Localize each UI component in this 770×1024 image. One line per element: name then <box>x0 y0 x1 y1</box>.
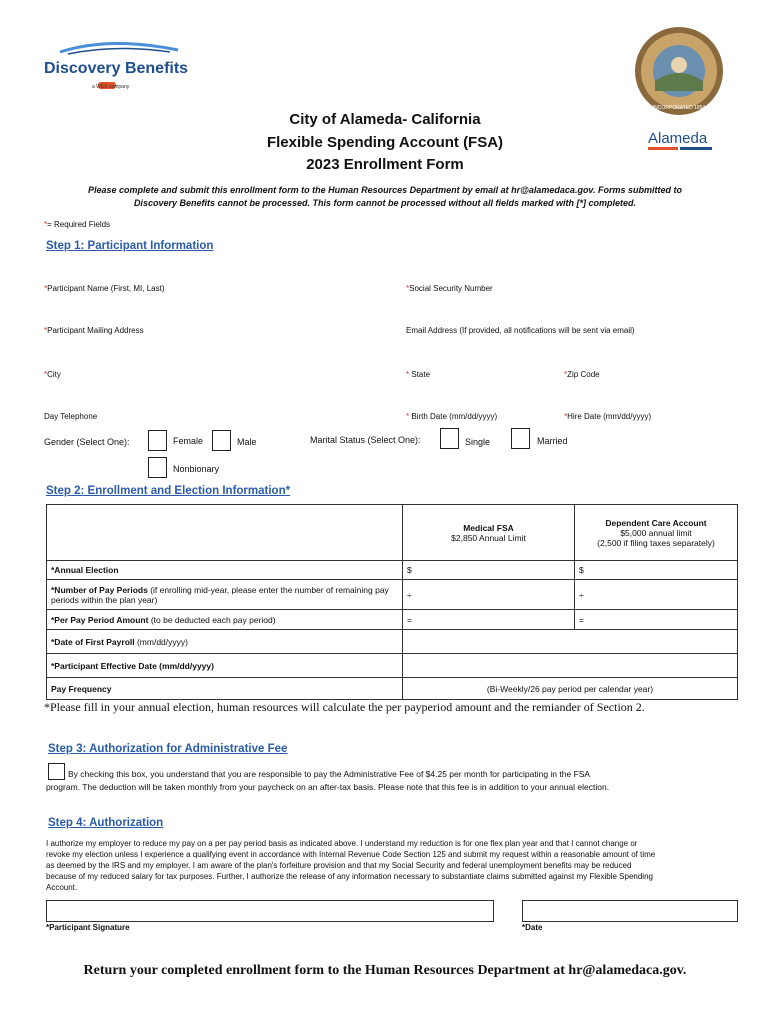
required-note-text: = Required Fields <box>47 220 111 229</box>
title-city: City of Alameda- California <box>289 111 481 128</box>
title-fsa: Flexible Spending Account (FSA) <box>266 134 504 151</box>
row-label: *Number of Pay Periods <box>51 584 148 595</box>
hire-date-field[interactable] <box>564 412 651 421</box>
participant-name-label: Participant Name (First, MI, Last) <box>47 284 165 293</box>
row-label: *Participant Effective Date (mm/dd/yyyy) <box>51 660 214 671</box>
req-mark: * <box>406 370 410 379</box>
req-mark: * <box>44 326 48 335</box>
step2-heading-asterisk: * <box>285 485 291 497</box>
seal-text: INCORPORATED 1854 <box>652 105 706 111</box>
dependent-care-note: (2,500 if filing taxes separately) <box>597 537 715 548</box>
req-mark: * <box>44 284 48 293</box>
female-checkbox[interactable] <box>148 430 167 451</box>
city-seal <box>633 25 725 117</box>
req-mark: * <box>44 370 48 379</box>
gender-label: Gender (Select One): <box>44 437 130 447</box>
participant-name-field[interactable] <box>44 284 164 293</box>
intro-text <box>40 184 730 210</box>
auth-line3: as deemed by the IRS and my employer. I am aware of the plan's forfeiture provision and that my Social Security and federal unemployment benefits may be reduced <box>46 861 632 870</box>
mailing-address-label: Participant Mailing Address <box>47 326 144 335</box>
intro-line1: Please complete and submit this enrollment form to the Human Resources Department by email at hr@alamedaca.gov. Forms submitted to <box>88 185 682 195</box>
medical-fsa-header <box>403 505 575 561</box>
medical-pay-periods-input[interactable]: ÷ <box>403 580 575 610</box>
day-telephone-field[interactable]: Day Telephone <box>44 412 98 421</box>
row-label: *Date of First Payroll <box>51 636 135 647</box>
footer-instruction: Return your completed enrollment form to the Human Resources Department at hr@alamedaca.gov. <box>83 963 687 978</box>
pay-periods-label <box>47 580 403 610</box>
married-label: Married <box>537 436 568 446</box>
effective-date-input[interactable] <box>403 654 738 678</box>
annual-election-label <box>47 561 403 580</box>
medical-per-pay-period-input[interactable]: = <box>403 610 575 630</box>
ssn-field[interactable] <box>406 284 493 293</box>
mailing-address-field[interactable] <box>44 326 144 335</box>
signature-input[interactable] <box>46 900 494 922</box>
req-mark: * <box>564 412 568 421</box>
hire-date-label: Hire Date (mm/dd/yyyy) <box>567 412 652 421</box>
medical-fsa-limit: $2,850 Annual Limit <box>451 532 526 543</box>
table-row <box>47 610 738 630</box>
zip-field[interactable] <box>564 370 600 379</box>
state-field[interactable] <box>406 370 430 379</box>
medical-annual-election-input[interactable]: $ <box>403 561 575 580</box>
admin-fee-line1: By checking this box, you understand that you are responsible to pay the Administrative Fee of $4.25 per month for participating in the FSA <box>68 769 591 779</box>
table-row <box>47 678 738 700</box>
row-label: *Per Pay Period Amount <box>51 614 149 625</box>
step2-heading <box>46 485 290 497</box>
marital-status-label: Marital Status (Select One): <box>310 435 421 445</box>
step3-heading: Step 3: Authorization for Administrative Fee <box>48 743 288 755</box>
table-row <box>47 580 738 610</box>
state-label: State <box>411 370 431 379</box>
authorization-text <box>46 838 746 893</box>
birth-date-field[interactable] <box>406 412 497 421</box>
required-asterisk: * <box>44 220 48 229</box>
auth-line2: revoke my election unless I experience a qualifying event in accordance with Internal Revenue Code Section 125 and submit my request within a reasonable amount of time <box>46 850 656 859</box>
auth-line4: because of my reduced salary for tax purposes. Further, I authorize the release of any information necessary to substantiate claims submitted against my Flexible Spending <box>46 872 653 881</box>
male-label: Male <box>237 437 257 447</box>
step4-heading: Step 4: Authorization <box>48 817 164 829</box>
required-fields-note <box>44 220 110 229</box>
dependent-per-pay-period-input[interactable]: = <box>575 610 738 630</box>
table-row <box>47 654 738 678</box>
ssn-label: Social Security Number <box>409 284 493 293</box>
city-label: City <box>47 370 61 379</box>
req-mark: * <box>564 370 568 379</box>
dependent-care-limit: $5,000 annual limit <box>620 527 692 538</box>
single-label: Single <box>465 437 491 447</box>
dependent-pay-periods-input[interactable]: ÷ <box>575 580 738 610</box>
table-header-row <box>47 505 738 561</box>
req-mark: * <box>406 412 410 421</box>
row-label: Pay Frequency <box>51 683 112 694</box>
medical-fsa-title: Medical FSA <box>463 522 514 533</box>
city-field[interactable] <box>44 370 61 379</box>
effective-date-label <box>47 654 403 678</box>
logo-text: Discovery Benefits <box>44 60 189 77</box>
dependent-care-title: Dependent Care Account <box>605 517 707 528</box>
zip-label: Zip Code <box>567 370 600 379</box>
auth-line5: Account. <box>46 883 78 892</box>
first-payroll-input[interactable] <box>403 630 738 654</box>
dependent-care-header <box>575 505 738 561</box>
row-label-rest: (to be deducted each pay period) <box>148 614 276 625</box>
male-checkbox[interactable] <box>212 430 231 451</box>
nonbinary-checkbox[interactable] <box>148 457 167 478</box>
single-checkbox[interactable] <box>440 428 459 449</box>
table-header-blank <box>47 505 403 561</box>
row-label-rest: (if enrolling mid-year, please enter the number of remaining pay periods within the plan year) <box>51 584 389 605</box>
pay-frequency-label <box>47 678 403 700</box>
table-row <box>47 630 738 654</box>
admin-fee-text <box>46 768 746 794</box>
per-pay-period-label <box>47 610 403 630</box>
step1-heading: Step 1: Participant Information <box>46 240 214 252</box>
election-table <box>46 504 738 700</box>
pay-frequency-value: (Bi-Weekly/26 pay period per calendar year) <box>403 678 738 700</box>
admin-fee-line2: program. The deduction will be taken monthly from your paycheck on an after-tax basis. Please note that this fee is in addition to your annual election. <box>46 782 610 792</box>
date-input[interactable] <box>522 900 738 922</box>
step2-note: *Please fill in your annual election, human resources will calculate the per payperiod amount and the remiander of Section 2. <box>44 700 645 714</box>
intro-line2: Discovery Benefits cannot be processed. This form cannot be processed without all fields marked with [*] completed. <box>133 198 637 208</box>
alameda-logo-text: Alameda <box>648 130 708 147</box>
title-form: 2023 Enrollment Form <box>306 156 464 173</box>
discovery-benefits-logo <box>40 38 190 98</box>
birth-date-label: Birth Date (mm/dd/yyyy) <box>411 412 498 421</box>
row-label: *Annual Election <box>51 565 119 575</box>
first-payroll-label <box>47 630 403 654</box>
date-label: *Date <box>522 923 543 932</box>
row-label-rest: (mm/dd/yyyy) <box>134 636 188 647</box>
married-checkbox[interactable] <box>511 428 530 449</box>
email-field[interactable]: Email Address (If provided, all notifications will be sent via email) <box>406 326 635 335</box>
table-row <box>47 561 738 580</box>
step2-heading-text: Step 2: Enrollment and Election Information <box>46 485 286 497</box>
req-mark: * <box>406 284 410 293</box>
logo-subtext: a WEX company <box>92 84 130 90</box>
auth-line1: I authorize my employer to reduce my pay on a per pay period basis as indicated above. I understand my reduction is for one flex plan year and that I cannot change or <box>46 839 638 848</box>
nonbinary-label: Nonbionary <box>173 464 220 474</box>
female-label: Female <box>173 436 204 446</box>
signature-label: *Participant Signature <box>46 923 130 932</box>
dependent-annual-election-input[interactable]: $ <box>575 561 738 580</box>
